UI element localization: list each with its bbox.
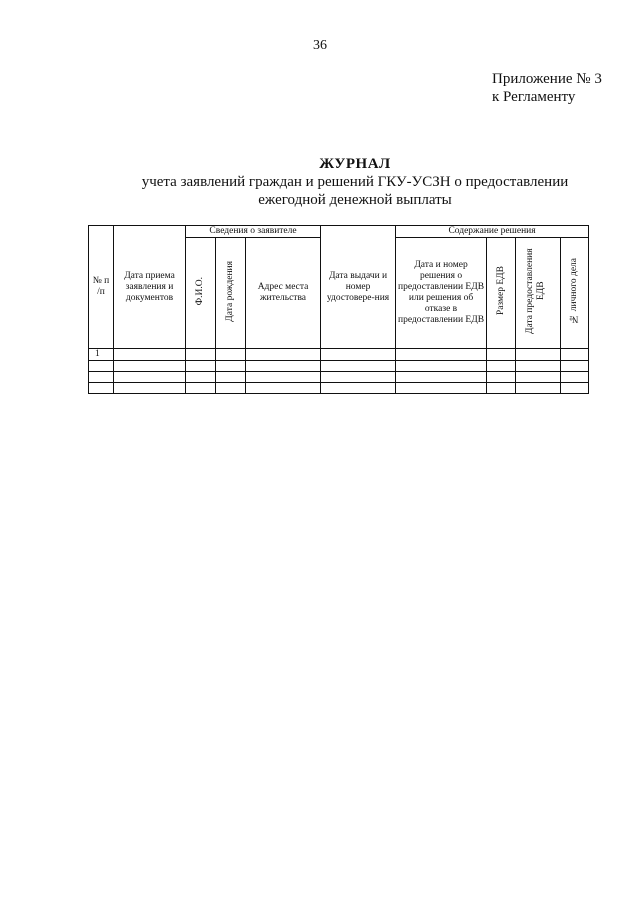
table-row — [89, 372, 589, 383]
table-cell — [114, 349, 186, 361]
table-cell — [114, 372, 186, 383]
appendix-line-1: Приложение № 3 — [492, 71, 602, 87]
table-cell — [216, 349, 246, 361]
table-row — [89, 383, 589, 394]
journal-table — [88, 225, 589, 394]
table-cell — [516, 383, 561, 394]
title-block — [60, 155, 640, 209]
header-birth-date-label: Дата рождения — [225, 260, 235, 322]
appendix-line-2: к Регламенту — [492, 89, 576, 105]
header-birth-date — [216, 238, 246, 349]
header-grant-date — [516, 238, 561, 349]
table-cell — [246, 372, 321, 383]
table-cell — [186, 372, 216, 383]
header-address: Адрес места жительства — [246, 238, 321, 349]
header-grant-date-label: Дата предоставления ЕДВ — [525, 248, 547, 334]
header-num: № п /п — [89, 226, 114, 349]
table-row — [89, 349, 589, 361]
table-cell — [216, 361, 246, 372]
table-cell — [487, 383, 516, 394]
page-number: 36 — [313, 38, 327, 53]
appendix-note — [492, 70, 602, 106]
table-cell — [186, 349, 216, 361]
table-cell — [396, 372, 487, 383]
table-cell — [487, 349, 516, 361]
table-cell — [561, 383, 589, 394]
table-cell — [246, 383, 321, 394]
table-cell — [216, 372, 246, 383]
document-subtitle-line-2: ежегодной денежной выплаты — [258, 192, 452, 208]
table-cell — [186, 361, 216, 372]
table-cell — [321, 372, 396, 383]
document-title: ЖУРНАЛ — [319, 156, 391, 172]
table-cell — [321, 361, 396, 372]
table-cell — [186, 383, 216, 394]
table-cell — [246, 349, 321, 361]
table-cell — [321, 383, 396, 394]
table-cell — [396, 383, 487, 394]
row-num-cell — [89, 372, 114, 383]
table-cell — [561, 349, 589, 361]
table-cell — [114, 383, 186, 394]
table-cell — [487, 372, 516, 383]
table-cell — [516, 372, 561, 383]
table-cell — [487, 361, 516, 372]
table-cell — [516, 349, 561, 361]
table-cell — [216, 383, 246, 394]
table-cell — [396, 361, 487, 372]
row-num-cell — [89, 383, 114, 394]
header-fio-label: Ф.И.О. — [195, 276, 205, 306]
table-header-row-1 — [89, 226, 589, 238]
table-cell — [114, 361, 186, 372]
header-file-no-label: № личного дела — [569, 258, 580, 324]
table-cell — [396, 349, 487, 361]
header-decision: Дата и номер решения о предоставлении ЕДВ или решения об отказе в предоставлении ЕДВ — [396, 238, 487, 349]
table-cell — [561, 361, 589, 372]
header-amount-label: Размер ЕДВ — [495, 266, 506, 316]
header-decision-group: Содержание решения — [396, 226, 589, 238]
header-amount — [487, 238, 516, 349]
table-cell — [321, 349, 396, 361]
table-cell — [561, 372, 589, 383]
header-certificate: Дата выдачи и номер удостовере-ния — [321, 226, 396, 349]
table-row — [89, 361, 589, 372]
table-cell — [246, 361, 321, 372]
table-cell — [516, 361, 561, 372]
header-date-received: Дата приема заявления и документов — [114, 226, 186, 349]
document-subtitle-line-1: учета заявлений граждан и решений ГКУ-УСЗН о предоставлении — [141, 174, 569, 190]
row-num-cell: 1 — [89, 349, 114, 361]
header-applicant-group: Сведения о заявителе — [186, 226, 321, 238]
row-num-cell — [89, 361, 114, 372]
header-fio — [186, 238, 216, 349]
header-file-no — [561, 238, 589, 349]
